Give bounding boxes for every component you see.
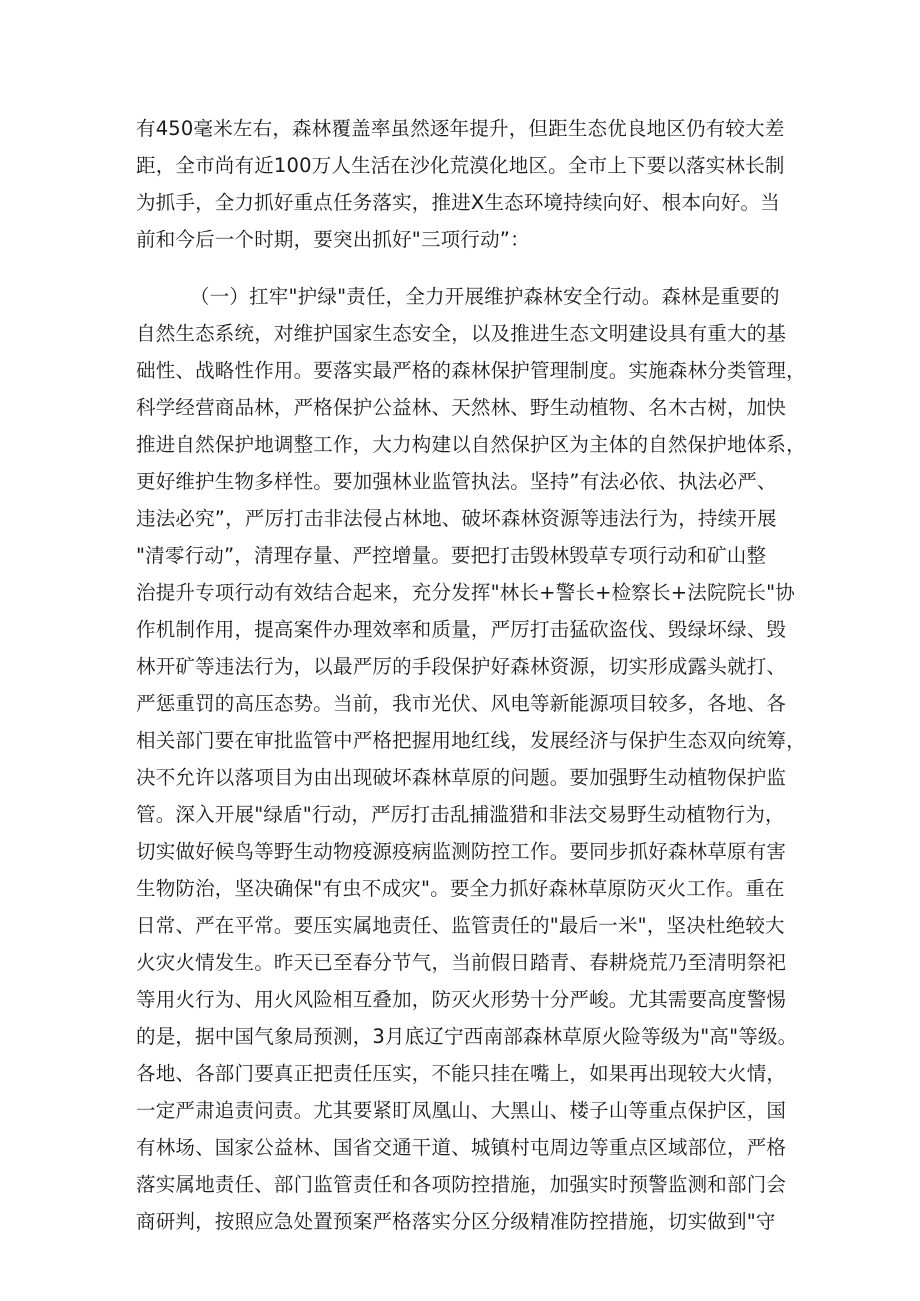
text-line: 前和今后一个时期，要突出抓好"三项行动”： (136, 228, 530, 251)
text-line: 科学经营商品林，严格保护公益林、天然林、野生动植物、名木古树，加快 (136, 396, 787, 419)
text-line: 落实属地责任、部门监管责任和各项防控措施，加强实时预警监测和部门会 (136, 1173, 787, 1196)
text-line: 治提升专项行动有效结合起来，充分发挥"林长+警长+检察长+法院院长"协 (136, 581, 795, 604)
text-line: 推进自然保护地调整工作，大力构建以自然保护区为主体的自然保护地体系， (136, 433, 806, 456)
text-line: 决不允许以落项目为由出现破坏森林草原的问题。要加强野生动植物保护监 (136, 766, 787, 789)
text-line: 日常、严在平常。要压实属地责任、监管责任的"最后一米"，坚决杜绝较大 (136, 914, 785, 937)
text-line: 等用火行为、用火风险相互叠加，防灭火形势十分严峻。尤其需要高度警惕 (136, 988, 787, 1011)
text-line: 作机制作用，提高案件办理效率和质量，严厉打击猛砍盗伐、毁绿坏绿、毁 (136, 618, 787, 641)
text-line: 管。深入开展"绿盾"行动，严厉打击乱捕滥猎和非法交易野生动植物行为， (136, 803, 785, 826)
text-line: 更好维护生物多样性。要加强林业监管执法。坚持”有法必依、执法必严、 (136, 470, 777, 493)
text-line: 切实做好候鸟等野生动物疫源疫病监测防控工作。要同步抓好森林草原有害 (136, 840, 787, 863)
text-line: 各地、各部门要真正把责任压实，不能只挂在嘴上，如果再出现较大火情， (136, 1062, 787, 1085)
section-one-heading-line: （一）扛牢"护绿"责任，全力开展维护森林安全行动。森林是重要的 (190, 285, 780, 308)
text-line: 林开矿等违法行为，以最严厉的手段保护好森林资源，切实形成露头就打、 (136, 655, 787, 678)
text-line: 商研判，按照应急处置预案严格落实分区分级精准防控措施，切实做到"守 (136, 1210, 776, 1233)
text-line: 一定严肃追责问责。尤其要紧盯凤凰山、大黑山、楼子山等重点保护区，国 (136, 1099, 787, 1122)
text-line: 有林场、国家公益林、国省交通干道、城镇村屯周边等重点区域部位，严格 (136, 1136, 787, 1159)
text-line: 相关部门要在审批监管中严格把握用地红线，发展经济与保护生态双向统筹， (136, 729, 806, 752)
text-line: 为抓手，全力抓好重点任务落实，推进X生态环境持续向好、根本向好。当 (136, 191, 780, 214)
text-line: 距，全市尚有近100万人生活在沙化荒漠化地区。全市上下要以落实林长制 (136, 154, 785, 177)
intro-paragraph (136, 110, 794, 258)
section-one-paragraph (136, 278, 806, 1240)
text-line: 严惩重罚的高压态势。当前，我市光伏、风电等新能源项目较多，各地、各 (136, 692, 787, 715)
text-line: 自然生态系统，对维护国家生态安全，以及推进生态文明建设具有重大的基 (136, 322, 787, 345)
text-line: "清零行动”，清理存量、严控增量。要把打击毁林毁草专项行动和矿山整 (136, 544, 767, 567)
text-line: 的是，据中国气象局预测，3月底辽宁西南部森林草原火险等级为"高"等级。 (136, 1025, 798, 1048)
text-line: 火灾火情发生。昨天已至春分节气，当前假日踏青、春耕烧荒乃至清明祭祀 (136, 951, 787, 974)
text-line: 有450毫米左右，森林覆盖率虽然逐年提升，但距生态优良地区仍有较大差 (136, 117, 785, 140)
text-line: 违法必究”，严厉打击非法侵占林地、破坏森林资源等违法行为，持续开展 (136, 507, 777, 530)
text-line: 生物防治，坚决确保"有虫不成灾"。要全力抓好森林草原防灭火工作。重在 (136, 877, 785, 900)
text-line: 础性、战略性作用。要落实最严格的森林保护管理制度。实施森林分类管理， (136, 359, 806, 382)
